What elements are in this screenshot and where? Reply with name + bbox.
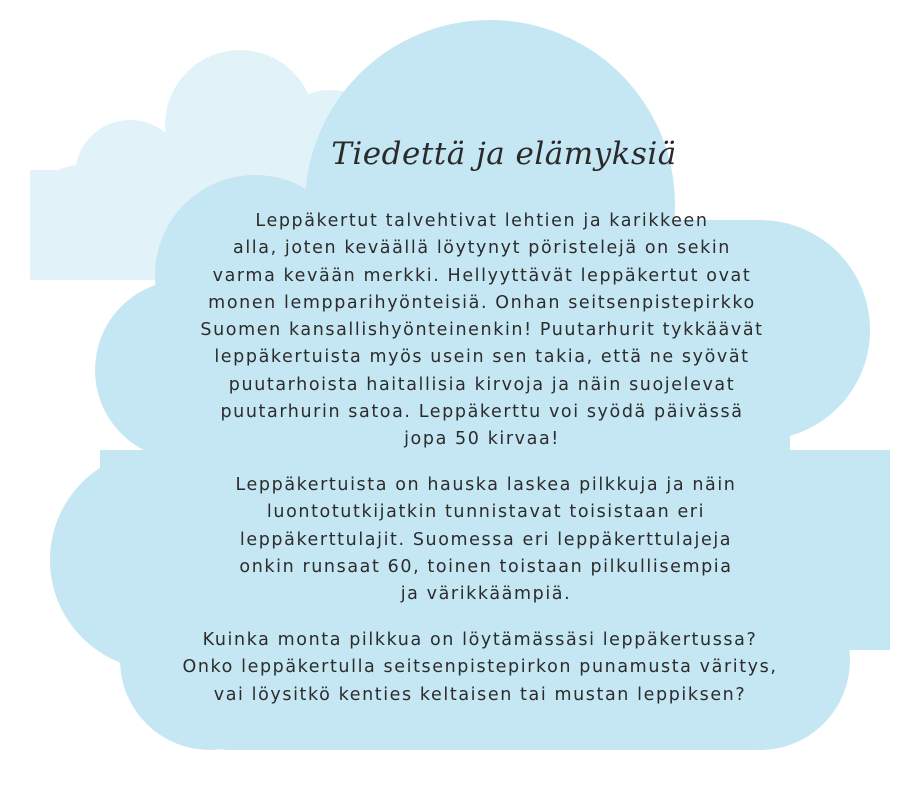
paragraph-line: Onko leppäkertulla seitsenpistepirkon punamusta väritys, bbox=[182, 657, 778, 678]
paragraph-line: vai löysitkö kenties keltaisen tai mustan leppiksen? bbox=[213, 684, 747, 705]
paragraph-line: alla, joten keväällä löytynyt pöristelejä on sekin bbox=[233, 238, 731, 259]
title: Tiedettä ja elämyksiä bbox=[331, 136, 677, 172]
paragraph-line: leppäkerttulajit. Suomessa eri leppäkerttulajeja bbox=[239, 529, 733, 550]
paragraph-line: onkin runsaat 60, toinen toistaan pilkullisempia bbox=[239, 556, 733, 577]
paragraph-line: puutarhurin satoa. Leppäkerttu voi syödä päivässä bbox=[220, 402, 744, 423]
paragraph-2 bbox=[24, 472, 924, 608]
paragraph-line: leppäkertuista myös usein sen takia, että ne syövät bbox=[214, 347, 750, 368]
paragraph-line: Leppäkertuista on hauska laskea pilkkuja ja näin bbox=[235, 475, 737, 495]
paragraph-line: Suomen kansallishyönteinenkin! Puutarhurit tykkäävät bbox=[200, 320, 764, 341]
paragraph-line: varma kevään merkki. Hellyyttävät leppäkertut ovat bbox=[212, 265, 752, 286]
paragraph-line: jopa 50 kirvaa! bbox=[404, 429, 560, 450]
paragraph-line: puutarhoista haitallisia kirvoja ja näin suojelevat bbox=[228, 374, 736, 395]
paragraph-line: ja värikkäämpiä. bbox=[400, 584, 572, 605]
paragraph-line: luontotutkijatkin tunnistavat toisistaan eri bbox=[266, 502, 706, 523]
paragraph-line: Kuinka monta pilkkua on löytämässäsi leppäkertussa? bbox=[202, 630, 758, 650]
paragraph-1 bbox=[20, 208, 924, 454]
paragraph-line: monen lempparihyönteisiä. Onhan seitsenpistepirkko bbox=[208, 292, 756, 313]
paragraph-3 bbox=[18, 627, 924, 709]
paragraph-line: Leppäkertut talvehtivat lehtien ja karikkeen bbox=[255, 211, 709, 231]
